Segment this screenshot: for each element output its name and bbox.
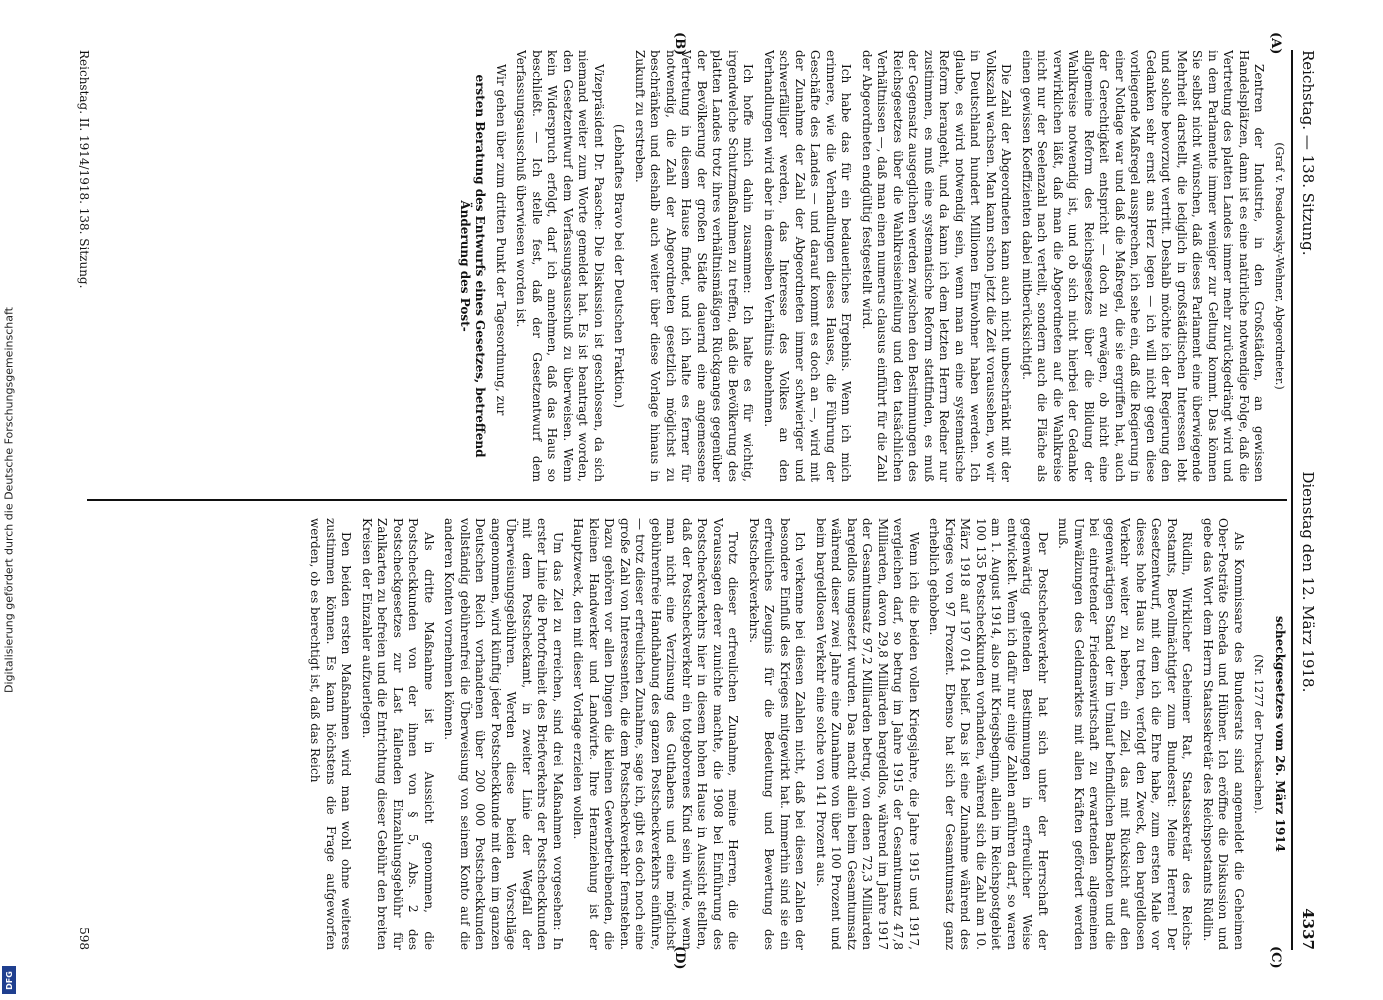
digitization-sidebar (0, 0, 18, 1000)
footer-number: 598 (77, 927, 91, 950)
page-header (1295, 50, 1321, 950)
header-rule (1291, 50, 1293, 950)
right-paragraph-2: Rüdlin, Wirklicher Geheimer Rat, Staatssekretär des Reichs-Postamts, Bevollmächtigter zum Bundesrat: Meine Herren! Der Gesetzentwurf, mit dem ich die Ehre habe, zum ersten Male vor dieses hohe Haus zu treten, verfolgt den Zweck, den bargeldlosen Verkehr weiter zu heben, ein Ziel, das mit Rücksicht auf den gegenwärtigen Stand der im Umlauf befindlichen Banknoten und die bei eintretender Friedenswirtschaft zu erwartenden allgemeinen Umwälzungen des Geldmarktes mit allen Kräften gefördert werden muß. (1056, 518, 1195, 950)
header-session: Reichstag. — 138. Sitzung. (1299, 50, 1317, 256)
dfg-logo: DFG (2, 966, 16, 994)
margin-marker-b: (B) (672, 32, 687, 56)
left-speaker: (Graf v. Posadowsky-Wehner, Abgeordneter.) (1273, 142, 1286, 390)
right-paragraph-3: Der Postscheckverkehr hat sich unter der Herrschaft der gegenwärtig geltenden Bestimmungen in erfreulicher Weise entwickelt. Wenn ich dafür nur einige Zahlen anführen darf, so waren am 1. August 1914, also mit Kriegsbeginn, allein im Reichspostgebiet 100 135 Postscheckkunden vorhanden, während sich die Zahl am 10. März 1918 auf 197 014 belief. Das ist eine Zunahme während des Krieges von 97 Prozent. Ebenso hat sich der Gesamtumsatz ganz erheblich gehoben. (927, 518, 1050, 950)
right-column (107, 518, 1287, 950)
header-date: Dienstag den 12. März 1918. (1299, 471, 1317, 693)
left-paragraph-3: Ich habe das für ein bedauerliches Ergebnis. Wenn ich mich erinnere, wie die Verhandlungen dieses Hauses, die Führung der Geschäfte des Landes — und darauf kommt es doch an —, wird mit der Zunahme der Zahl der Abgeordneten immer schwieriger und schwerfälliger werden, das Interesse des Volkes an den Verhandlungen wird aber in demselben Verhältnis abnehmen. (762, 50, 854, 482)
page-footer (77, 50, 91, 950)
left-paragraph-6: Vizepräsident Dr. Paasche: Die Diskussion ist geschlossen, da sich niemand weiter zum Worte gemeldet hat. Es ist beantragt worden, den Gesetzentwurf dem Verfassungsausschuß zu überweisen. Wenn kein Widerspruch erfolgt, darf ich annehmen, daß das Haus so beschließt. — Ich stelle fest, daß der Gesetzentwurf dem Verfassungsausschuß überwiesen worden ist. (514, 50, 606, 482)
left-paragraph-7: Wir gehen über zum dritten Punkt der Tagesordnung, zur (494, 64, 508, 416)
margin-marker-c: (C) (1268, 946, 1283, 969)
column-divider (87, 499, 1287, 501)
right-paragraph-1: Als Kommissare des Bundesrats sind angemeldet die Geheimen Ober-Posträte Scheda und Hübner. Ich eröffne die Diskussion und gebe das Wort dem Herrn Staatssekretär des Reichspostamts Rüdlin. (1201, 518, 1246, 950)
left-applause: (Lebhaftes Bravo bei der Deutschen Fraktion.) (612, 123, 627, 409)
right-paragraph-5: Ich verkenne bei diesen Zahlen nicht, daß bei diesen Zahlen der besondere Einfluß des Krieges mitgewirkt hat. Immerhin sind sie ein erfreuliches Zeugnis für die Bedeutung und Bewertung des Postscheckverkehrs. (747, 518, 808, 950)
right-paragraph-4: Wenn ich die beiden vollen Kriegsjahre, die Jahre 1915 und 1917, vergleichen darf, so betrug im Jahre 1915 der Gesamtumsatz 47,8 Milliarden, davon 29,8 Milliarden bargeldlos, während im Jahre 1917 der Gesamtumsatz 97,2 Milliarden betrug, von denen 72,3 Milliarden bargeldlos umgesetzt wurden. Das macht allein beim Gesamtumsatz während dieser zwei Jahre eine Zunahme von über 100 Prozent und beim bargeldlosen Verkehr eine solche von 141 Prozent aus. (814, 518, 921, 950)
left-paragraph-1: Zentren der Industrie, in den Großstädten, an gewissen Handelsplätzen, dann ist es eine natürliche notwendige Folge, daß die Vertretung des platten Landes immer mehr zurückgedrängt wird und in dem Parlamente immer weniger zur Geltung kommt. Das können Sie selbst nicht wünschen, daß dieses Parlament eine überwiegende Mehrheit darstellt, die lediglich in großstädtischen Interessen lebt und solche bevorzugt vertritt. Deshalb möchte ich der Regierung den Gedanken sehr ernst ans Herz legen — ich will nicht gegen diese vorliegende Maßregel aussprechen, ich sehe ein, daß die Regierung in einer Notlage war und daß die Maßregel, die sie ergriffen hat, auch der Gerechtigkeit entspricht — doch zu erwägen, ob nicht eine allgemeine Reform des Reichsgesetzes über die Bildung der Wahlkreise notwendig ist, und ob sich nicht hierbei der Gedanke verwirklichen läßt, daß man die Abgeordneten auf die Wahlkreise nicht nur der Seelenzahl nach verteilt, sondern auch die Fläche als einen gewissen Koeffizienten dabei mitberücksichtigt. (1020, 50, 1267, 482)
rotated-document-page (37, 30, 1327, 970)
right-paragraph-6: Trotz dieser erfreulichen Zunahme, meine Herren, die die Voraussagen derer zunichte machte, die 1908 bei Einführung des Postscheckverkehrs hier in diesem hohen Hause in Aussicht stellten, daß der Postscheckverkehr ein totgeborenes Kind sein würde, wenn man nicht eine Verzinsung des Guthabens und eine möglichst gebührenfreie Handhabung des ganzen Postscheckverkehrs einführe, — trotz dieser erfreulichen Zunahme, sage ich, gibt es doch noch eine große Zahl von Interessenten, die dem Postscheckverkehr fernstehen. Dazu gehören vor allen Dingen die kleinen Gewerbetreibenden, die kleinen Handwerker und Landwirte. Ihre Heranziehung ist der Hauptzweck, den mit dieser Vorlage erzielen wollen. (571, 518, 741, 950)
left-paragraph-2: Die Zahl der Abgeordneten kann auch nicht unbeschränkt mit der Volkszahl wachsen. Man kann schon jetzt die Zeit voraussehen, wo wir in Deutschland hundert Millionen Einwohner haben werden. Ich glaube, es wird notwendig sein, wenn man an eine systematische Reform herangeht, und da kann ich dem letzten Herrn Redner nur zustimmen, es muß eine systematische Reform stattfinden, es muß der Gegensatz ausgeglichen werden zwischen den Bestimmungen des Reichsgesetzes über die Wahlkreiseinteilung und den tatsächlichen Verhältnissen —, daß man einen numerus clausus einführt für die Zahl der Abgeordneten endgültig festgestellt wird. (860, 50, 1014, 482)
footer-reference: Reichstag. II. 1914/1918. 138. Sitzung. (77, 50, 91, 289)
right-title: scheckgesetzes vom 26. März 1914 (1273, 615, 1287, 853)
right-paragraph-8: Als dritte Maßnahme ist in Aussicht genommen, die Postscheckkunden von der ihnen von § 5, Abs. 2 des Postscheckgesetzes zur Last fallenden Einzahlungsgebühr für Zahlkarten zu befreien und die Entrichtung dieser Gebühr den breiten Kreisen der Einzahler aufzuerlegen. (360, 518, 436, 950)
digitization-note: Digitalisierung gefördert durch die Deutsche Forschungsgemeinschaft (2, 307, 16, 693)
right-subtitle: (Nr. 1277 der Drucksachen). (1252, 654, 1266, 814)
right-paragraph-7: Um das Ziel zu erreichen, sind drei Maßnahmen vorgesehen: In erster Linie die Portofreiheit des Briefverkehrs der Postscheckkunden mit dem Postscheckamt, in zweiter Linie der Wegfall der Überweisungsgebühren. Werden diese beiden Vorschläge angenommen, wird künftig jeder Postscheckkunde mit dem im ganzen Deutschen Reich vorhandenen über 200 000 Postscheckkunden vollständig gebührenfrei die Überweisung von seinem Konto auf die anderen Konten vornehmen können. (442, 518, 565, 950)
page-number: 4337 (1299, 908, 1317, 950)
margin-marker-a: (A) (1268, 32, 1283, 55)
left-agenda-heading: ersten Beratung des Entwurfs eines Gesetzes, betreffend Änderung des Post- (458, 74, 488, 458)
margin-marker-d: (D) (672, 946, 687, 970)
left-paragraph-4: Ich hoffe mich dahin zusammen: Ich halte es für wichtig, irgendwelche Schutzmaßnahmen zu treffen, daß die Bevölkerung des platten Landes trotz ihres verhältnismäßigen Rückganges gegenüber der Bevölkerung der großen Städte dauernd eine angemessene Vertretung in diesem Hause findet, und ich halte es ferner für notwendig, die Zahl der Abgeordneten gesetzlich möglichst zu beschränken und deshalb auch weiter über diese Vorlage hinaus in Zukunft zu erstreben. (633, 50, 756, 482)
right-paragraph-9: Den beiden ersten Maßnahmen wird man wohl ohne weiteres zustimmen können. Es kann höchstens die Frage aufgeworfen werden, ob es berechtigt ist, daß das Reich (308, 518, 354, 950)
left-column (107, 50, 1287, 482)
